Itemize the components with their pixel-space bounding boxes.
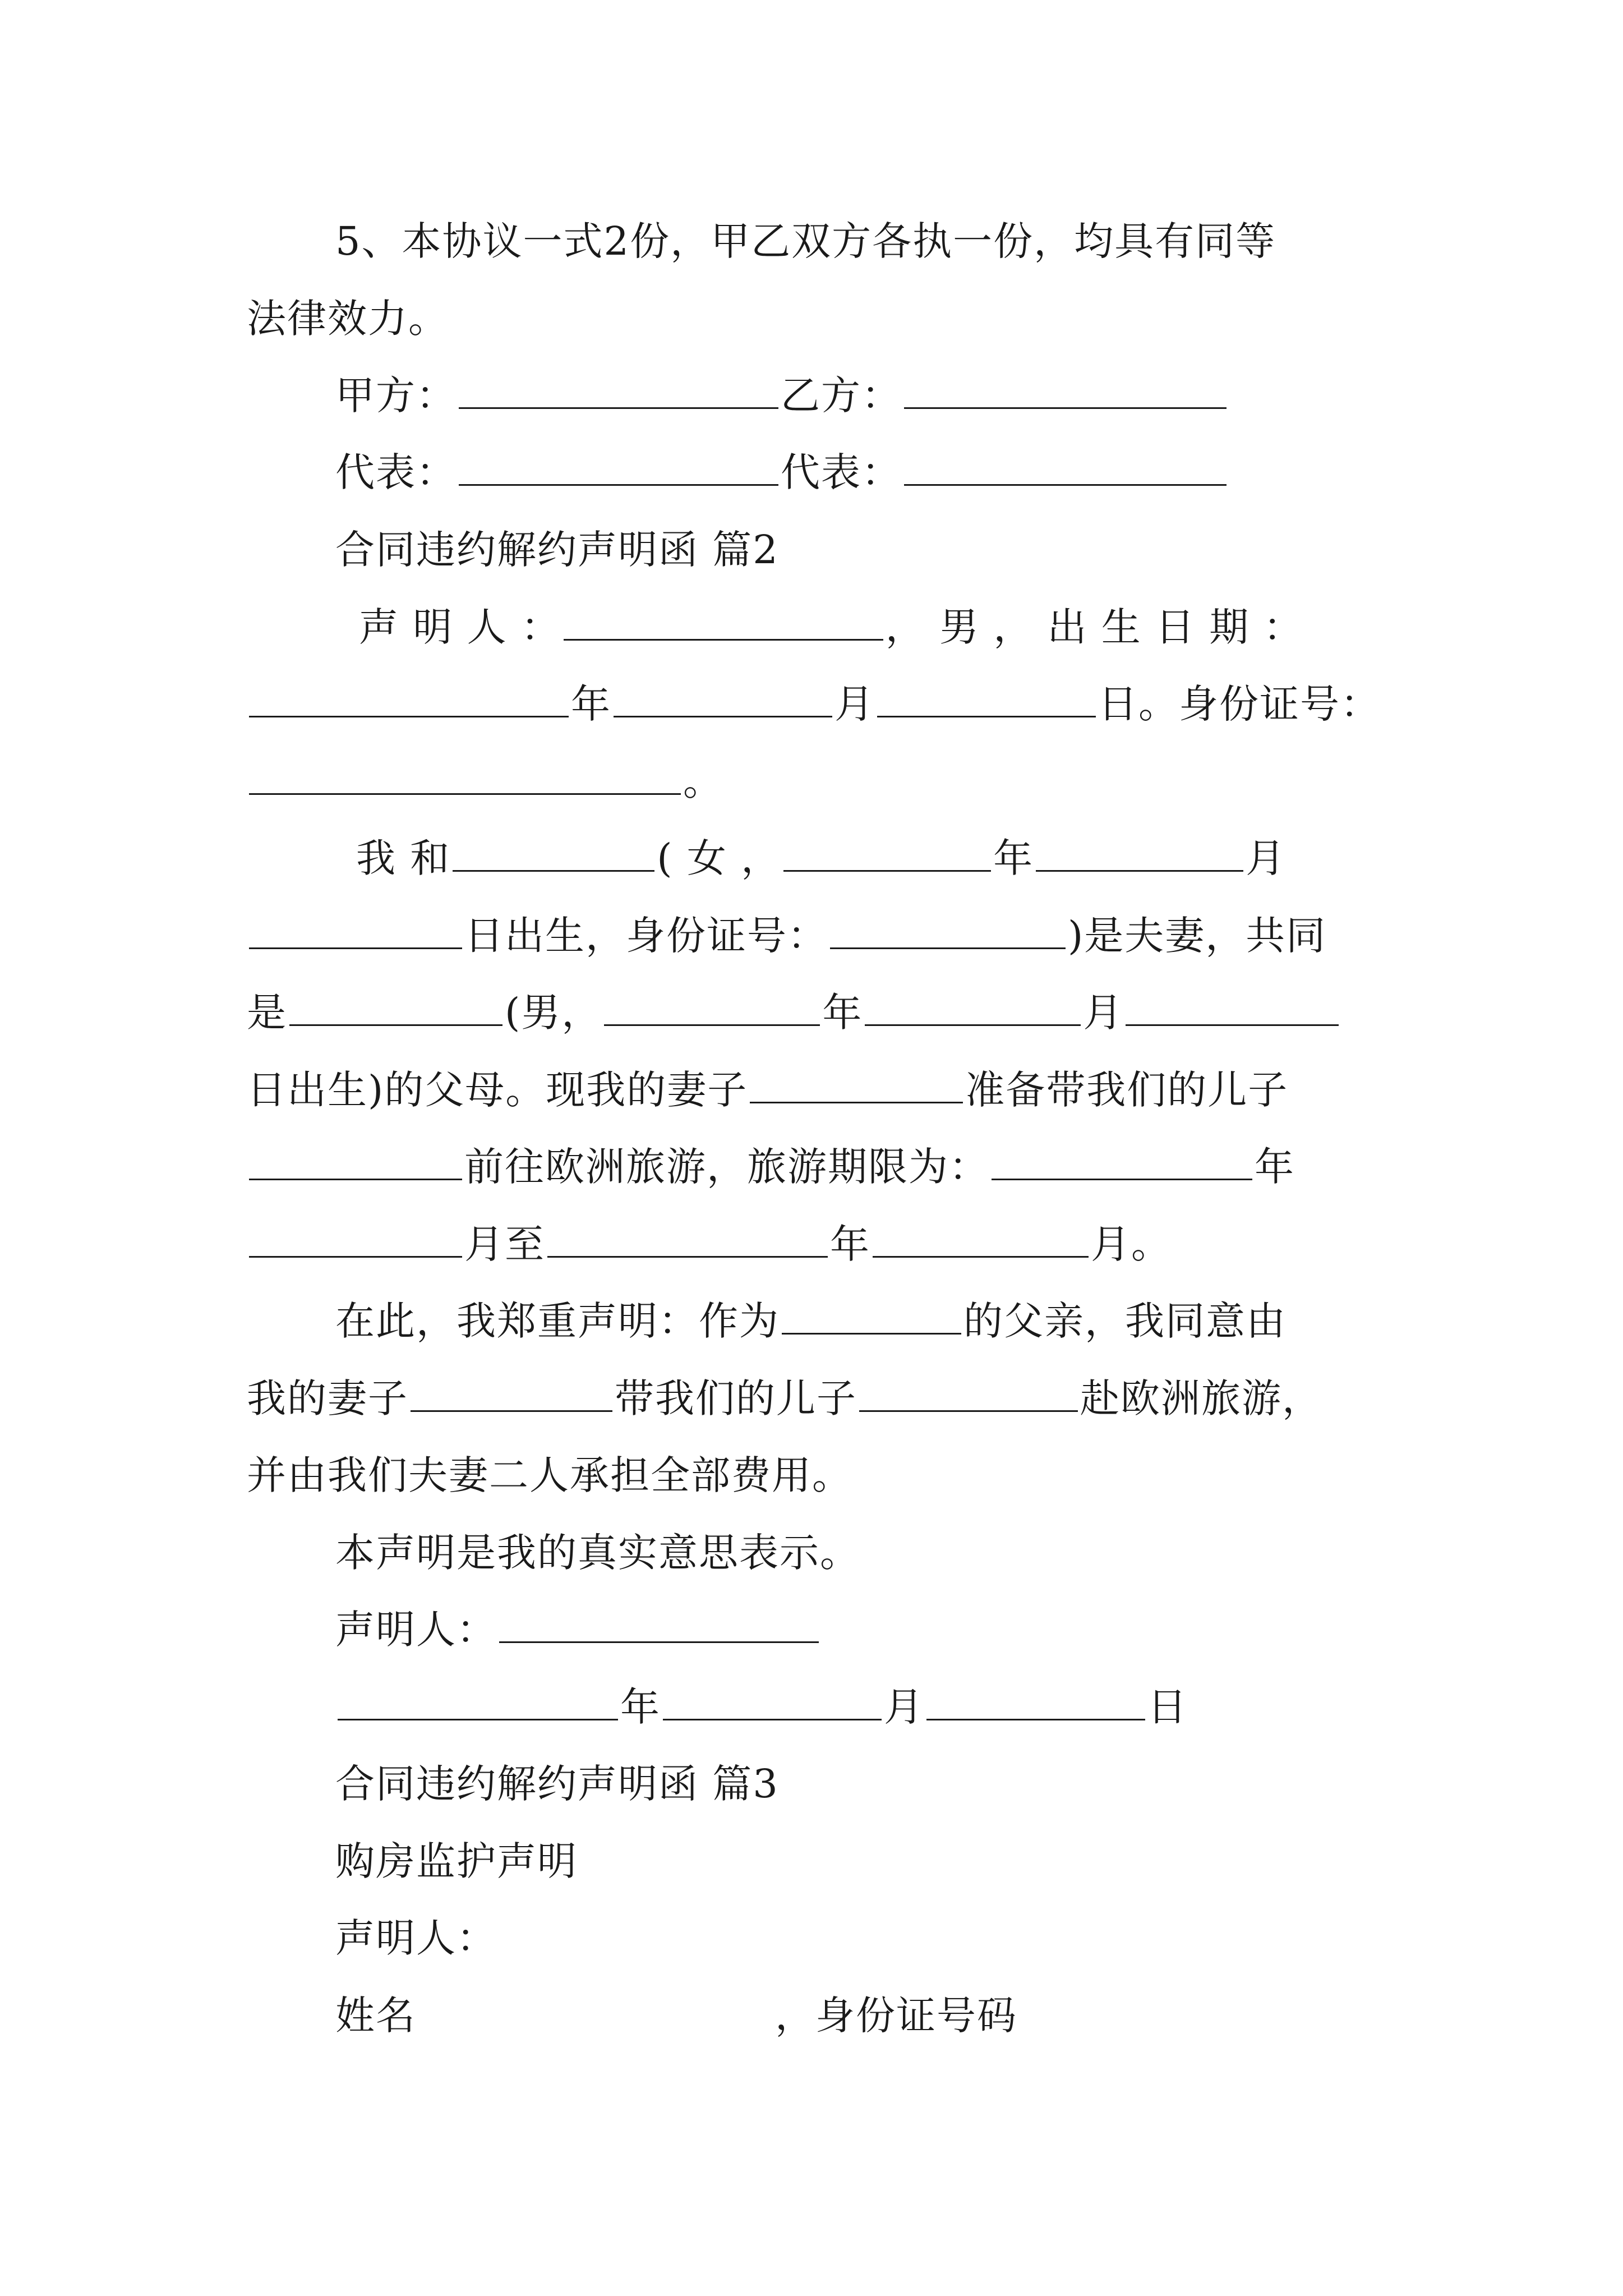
clause-5-text-a: 5、本协议一式 [335, 218, 604, 264]
travel-end-year-label: 年 [830, 1221, 870, 1267]
travel-end-year-blank [547, 1217, 828, 1258]
section-2-heading [335, 522, 779, 578]
dob-day-blank [877, 677, 1096, 717]
child-day-blank [1126, 985, 1339, 1026]
consent-text-a: 在此，我郑重声明：作为 [335, 1298, 780, 1344]
travel-wife-label: 日出生)的父母。现我的妻子 [247, 1067, 748, 1113]
spouse-line-1 [356, 830, 1286, 886]
child-intro: 是 [247, 990, 287, 1036]
spouse-month-blank [1036, 831, 1243, 872]
spouse-line-2 [247, 908, 1326, 964]
name-id-line [335, 1987, 1017, 2044]
travel-start-year-label: 年 [1255, 1144, 1295, 1190]
declarant-line [359, 599, 1304, 655]
spouse-relation: )是夫妻，共同 [1068, 913, 1327, 959]
section-3-title [335, 1833, 578, 1889]
clause-5-text-c: 法律效力。 [247, 296, 449, 342]
travel-period-label: 前往欧洲旅游，旅游期限为： [464, 1144, 989, 1190]
consent-wife-blank [411, 1371, 612, 1412]
travel-start-month-blank [249, 1217, 462, 1258]
section-3-declarant-label: 声明人： [335, 1915, 497, 1961]
declarant-gender-dob-label: ， 男 ， 出 生 日 期 ： [885, 604, 1304, 650]
travel-line-1 [247, 1062, 1288, 1118]
travel-line-2 [247, 1139, 1295, 1195]
consent-line-3 [247, 1447, 852, 1503]
party-a-blank [459, 368, 778, 409]
id-number-blank [249, 754, 681, 795]
consent-text-c: 并由我们夫妻二人承担全部费用。 [247, 1452, 852, 1498]
date-day-label: 日 [1147, 1684, 1188, 1730]
signature-line [335, 1602, 821, 1658]
clause-5-line2 [247, 291, 449, 347]
spouse-name-blank [453, 831, 654, 872]
section-3-heading-text: 合同违约解约声明函 篇3 [335, 1761, 779, 1807]
id-number-label: ，身份证号码 [775, 1993, 1017, 2039]
consent-son-blank [859, 1371, 1078, 1412]
party-line [335, 367, 1229, 424]
spouse-gender: ( 女 ， [657, 835, 782, 881]
date-year-label: 年 [620, 1684, 661, 1730]
child-year-blank [604, 985, 820, 1026]
dob-month-label: 月 [834, 681, 875, 727]
statement-line [335, 1525, 860, 1581]
section-2-heading-text: 合同违约解约声明函 篇2 [335, 527, 779, 573]
clause-5-copies-number: 2 [603, 218, 630, 264]
spouse-day-blank [249, 908, 462, 949]
spouse-id-label: 日出生，身份证号： [464, 913, 828, 959]
signature-label: 声明人： [335, 1607, 497, 1653]
representative-line [335, 444, 1229, 500]
spouse-month-label: 月 [1246, 835, 1287, 881]
signature-blank [499, 1602, 819, 1643]
party-b-blank [904, 368, 1227, 409]
travel-son-blank [249, 1139, 462, 1180]
rep-a-blank [459, 445, 778, 486]
spouse-intro: 我 和 [356, 835, 451, 881]
declarant-label: 声 明 人 ： [359, 604, 561, 650]
section-3-heading [335, 1756, 779, 1812]
id-period: 。 [683, 758, 723, 804]
child-name-blank [289, 985, 502, 1026]
date-month-label: 月 [884, 1684, 924, 1730]
date-day-blank [926, 1680, 1145, 1720]
rep-a-label: 代表： [335, 449, 457, 495]
date-line [335, 1679, 1188, 1735]
consent-line-2 [247, 1370, 1322, 1427]
consent-line-1 [335, 1293, 1287, 1349]
id-line [247, 753, 723, 809]
dob-day-id-label: 日。身份证号： [1098, 681, 1381, 727]
dob-year-label: 年 [571, 681, 611, 727]
name-label: 姓名 [335, 1993, 416, 2039]
consent-text-b: 的父亲，我同意由 [963, 1298, 1287, 1344]
rep-b-blank [904, 445, 1227, 486]
statement-text: 本声明是我的真实意思表示。 [335, 1530, 860, 1576]
clause-5-text-b: 份，甲乙双方各执一份，均具有同等 [630, 218, 1276, 264]
clause-5-line1 [335, 213, 1276, 269]
date-year-blank [338, 1680, 618, 1720]
consent-wife-label: 我的妻子 [247, 1375, 408, 1421]
spouse-id-blank [830, 908, 1066, 949]
dob-line [247, 676, 1381, 732]
child-line-1 [247, 984, 1341, 1041]
consent-child-blank [782, 1294, 961, 1335]
party-b-label: 乙方： [781, 372, 902, 418]
dob-year-blank [249, 677, 569, 717]
rep-b-label: 代表： [781, 449, 902, 495]
travel-line-3 [247, 1216, 1172, 1272]
party-a-label: 甲方： [335, 372, 457, 418]
spouse-year-label: 年 [993, 835, 1034, 881]
travel-end-month-blank [873, 1217, 1089, 1258]
section-3-declarant [335, 1910, 497, 1966]
child-gender: (男， [505, 990, 602, 1036]
dob-month-blank [614, 677, 832, 717]
consent-trip-label: 赴欧洲旅游， [1080, 1375, 1322, 1421]
consent-son-label: 带我们的儿子 [615, 1375, 857, 1421]
travel-start-year-blank [992, 1139, 1252, 1180]
declarant-name-blank [564, 600, 883, 641]
travel-end-month-label: 月。 [1091, 1221, 1172, 1267]
spouse-year-blank [783, 831, 991, 872]
child-year-label: 年 [822, 990, 863, 1036]
child-month-label: 月 [1083, 990, 1124, 1036]
travel-wife-blank [750, 1062, 963, 1103]
child-month-blank [865, 985, 1081, 1026]
travel-to-label: 月至 [464, 1221, 545, 1267]
section-3-title-text: 购房监护声明 [335, 1838, 578, 1884]
travel-son-label: 准备带我们的儿子 [965, 1067, 1289, 1113]
date-month-blank [663, 1680, 882, 1720]
